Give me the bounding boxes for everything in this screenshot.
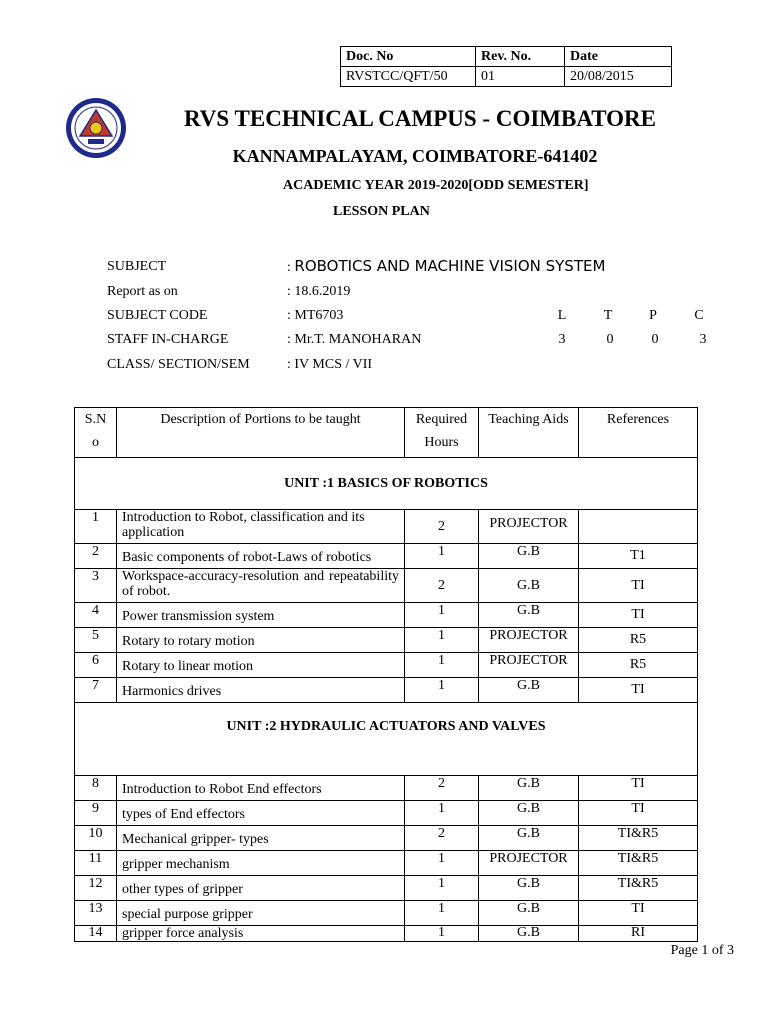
row-hours: 1 — [405, 653, 479, 678]
row-sno: 8 — [75, 776, 117, 801]
row-description: Rotary to linear motion — [117, 653, 405, 678]
row-description: Workspace-accuracy-resolution and repeatability of robot. — [117, 569, 405, 603]
row-sno: 2 — [75, 544, 117, 569]
row-reference: TI&R5 — [579, 851, 698, 876]
sno-header-line2: o — [92, 435, 99, 450]
row-sno: 4 — [75, 603, 117, 628]
academic-year: ACADEMIC YEAR 2019-2020[ODD SEMESTER] — [283, 178, 589, 193]
rev-no-header: Rev. No. — [476, 47, 565, 67]
row-description: Introduction to Robot, classification and its application — [117, 510, 405, 544]
row-sno: 5 — [75, 628, 117, 653]
rev-no-value: 01 — [476, 67, 565, 87]
row-aids: G.B — [479, 603, 579, 628]
row-reference: TI&R5 — [579, 826, 698, 851]
page-number: Page 1 of 3 — [670, 943, 734, 958]
table-row — [75, 826, 698, 851]
row-sno: 6 — [75, 653, 117, 678]
row-description: Harmonics drives — [117, 678, 405, 703]
ltpc-value-t: 0 — [606, 332, 614, 347]
lesson-plan-table — [74, 407, 698, 942]
table-row — [75, 851, 698, 876]
ltpc-value-p: 0 — [651, 332, 659, 347]
row-aids: G.B — [479, 901, 579, 926]
row-hours: 1 — [405, 801, 479, 826]
class-label: CLASS/ SECTION/SEM — [107, 357, 250, 372]
unit-row — [75, 703, 698, 776]
row-reference — [579, 510, 698, 544]
table-row — [75, 603, 698, 628]
row-description: special purpose gripper — [117, 901, 405, 926]
row-sno: 1 — [75, 510, 117, 544]
table-row — [75, 653, 698, 678]
report-label: Report as on — [107, 284, 178, 299]
row-description: Power transmission system — [117, 603, 405, 628]
row-reference: R5 — [579, 653, 698, 678]
table-row — [75, 801, 698, 826]
row-reference: TI&R5 — [579, 876, 698, 901]
row-aids: G.B — [479, 926, 579, 942]
references-header: References — [579, 408, 698, 458]
row-reference: TI — [579, 603, 698, 628]
table-row — [75, 926, 698, 942]
row-hours: 2 — [405, 569, 479, 603]
row-reference: TI — [579, 901, 698, 926]
row-description: gripper force analysis — [117, 926, 405, 942]
table-row — [75, 876, 698, 901]
row-description: gripper mechanism — [117, 851, 405, 876]
table-row — [75, 510, 698, 544]
row-hours: 1 — [405, 851, 479, 876]
ltpc-label-p: P — [649, 308, 657, 323]
row-aids: G.B — [479, 826, 579, 851]
row-sno: 3 — [75, 569, 117, 603]
row-sno: 11 — [75, 851, 117, 876]
subject-label: SUBJECT — [107, 259, 167, 274]
table-row — [75, 544, 698, 569]
row-hours: 1 — [405, 603, 479, 628]
row-sno: 13 — [75, 901, 117, 926]
ltpc-label-t: T — [603, 308, 613, 323]
row-aids: G.B — [479, 876, 579, 901]
class-value: : IV MCS / VII — [287, 357, 373, 372]
subject-colon: : — [287, 260, 291, 275]
institution-address: KANNAMPALAYAM, COIMBATORE-641402 — [232, 146, 598, 166]
row-aids: PROJECTOR — [479, 653, 579, 678]
row-reference: TI — [579, 569, 698, 603]
table-row — [75, 901, 698, 926]
description-header: Description of Portions to be taught — [117, 408, 405, 458]
row-aids: G.B — [479, 544, 579, 569]
row-sno: 14 — [75, 926, 117, 942]
row-reference: T1 — [579, 544, 698, 569]
row-hours: 1 — [405, 926, 479, 942]
doc-no-header: Doc. No — [341, 47, 476, 67]
row-description: other types of gripper — [117, 876, 405, 901]
date-value: 20/08/2015 — [565, 67, 672, 87]
row-hours: 1 — [405, 901, 479, 926]
unit-row — [75, 458, 698, 510]
row-sno: 7 — [75, 678, 117, 703]
row-hours: 2 — [405, 826, 479, 851]
row-description: Basic components of robot-Laws of robotics — [117, 544, 405, 569]
row-aids: PROJECTOR — [479, 628, 579, 653]
staff-label: STAFF IN-CHARGE — [107, 332, 229, 347]
hours-header — [405, 408, 479, 458]
sno-header-line1: S.N — [84, 412, 107, 427]
institution-title: RVS TECHNICAL CAMPUS - COIMBATORE — [183, 106, 657, 131]
row-aids: PROJECTOR — [479, 510, 579, 544]
ltpc-label-c: C — [694, 308, 704, 323]
row-aids: G.B — [479, 678, 579, 703]
ltpc-value-l: 3 — [558, 332, 566, 347]
report-value: : 18.6.2019 — [287, 284, 351, 299]
table-row — [75, 628, 698, 653]
row-aids: G.B — [479, 776, 579, 801]
table-row — [75, 569, 698, 603]
row-hours: 1 — [405, 544, 479, 569]
subject-code-value: : MT6703 — [287, 308, 344, 323]
table-row — [75, 678, 698, 703]
table-header-row — [75, 408, 698, 458]
table-row — [75, 776, 698, 801]
row-sno: 12 — [75, 876, 117, 901]
row-reference: TI — [579, 678, 698, 703]
document-type: LESSON PLAN — [333, 204, 430, 219]
row-reference: RI — [579, 926, 698, 942]
hours-header-line1: Required — [415, 412, 468, 427]
doc-no-value: RVSTCC/QFT/50 — [341, 67, 476, 87]
unit-2-heading: UNIT :2 HYDRAULIC ACTUATORS AND VALVES — [75, 703, 698, 776]
row-description: Mechanical gripper- types — [117, 826, 405, 851]
row-description: types of End effectors — [117, 801, 405, 826]
row-reference: TI — [579, 801, 698, 826]
doc-control-table — [340, 46, 672, 87]
row-aids: G.B — [479, 569, 579, 603]
hours-header-line2: Hours — [424, 435, 459, 450]
aids-header: Teaching Aids — [479, 408, 579, 458]
row-hours: 2 — [405, 510, 479, 544]
staff-value: : Mr.T. MANOHARAN — [287, 332, 422, 347]
row-reference: R5 — [579, 628, 698, 653]
row-sno: 10 — [75, 826, 117, 851]
ltpc-value-c: 3 — [699, 332, 707, 347]
row-description: Rotary to rotary motion — [117, 628, 405, 653]
row-description: Introduction to Robot End effectors — [117, 776, 405, 801]
subject-value: ROBOTICS AND MACHINE VISION SYSTEM — [294, 257, 606, 275]
subject-code-label: SUBJECT CODE — [107, 308, 208, 323]
row-aids: G.B — [479, 801, 579, 826]
sno-header — [75, 408, 117, 458]
unit-1-heading: UNIT :1 BASICS OF ROBOTICS — [75, 458, 698, 510]
row-sno: 9 — [75, 801, 117, 826]
row-hours: 2 — [405, 776, 479, 801]
row-hours: 1 — [405, 876, 479, 901]
row-hours: 1 — [405, 628, 479, 653]
subject-value-row — [287, 257, 605, 276]
row-hours: 1 — [405, 678, 479, 703]
row-reference: TI — [579, 776, 698, 801]
ltpc-label-l: L — [557, 308, 567, 323]
row-aids: PROJECTOR — [479, 851, 579, 876]
date-header: Date — [565, 47, 672, 67]
